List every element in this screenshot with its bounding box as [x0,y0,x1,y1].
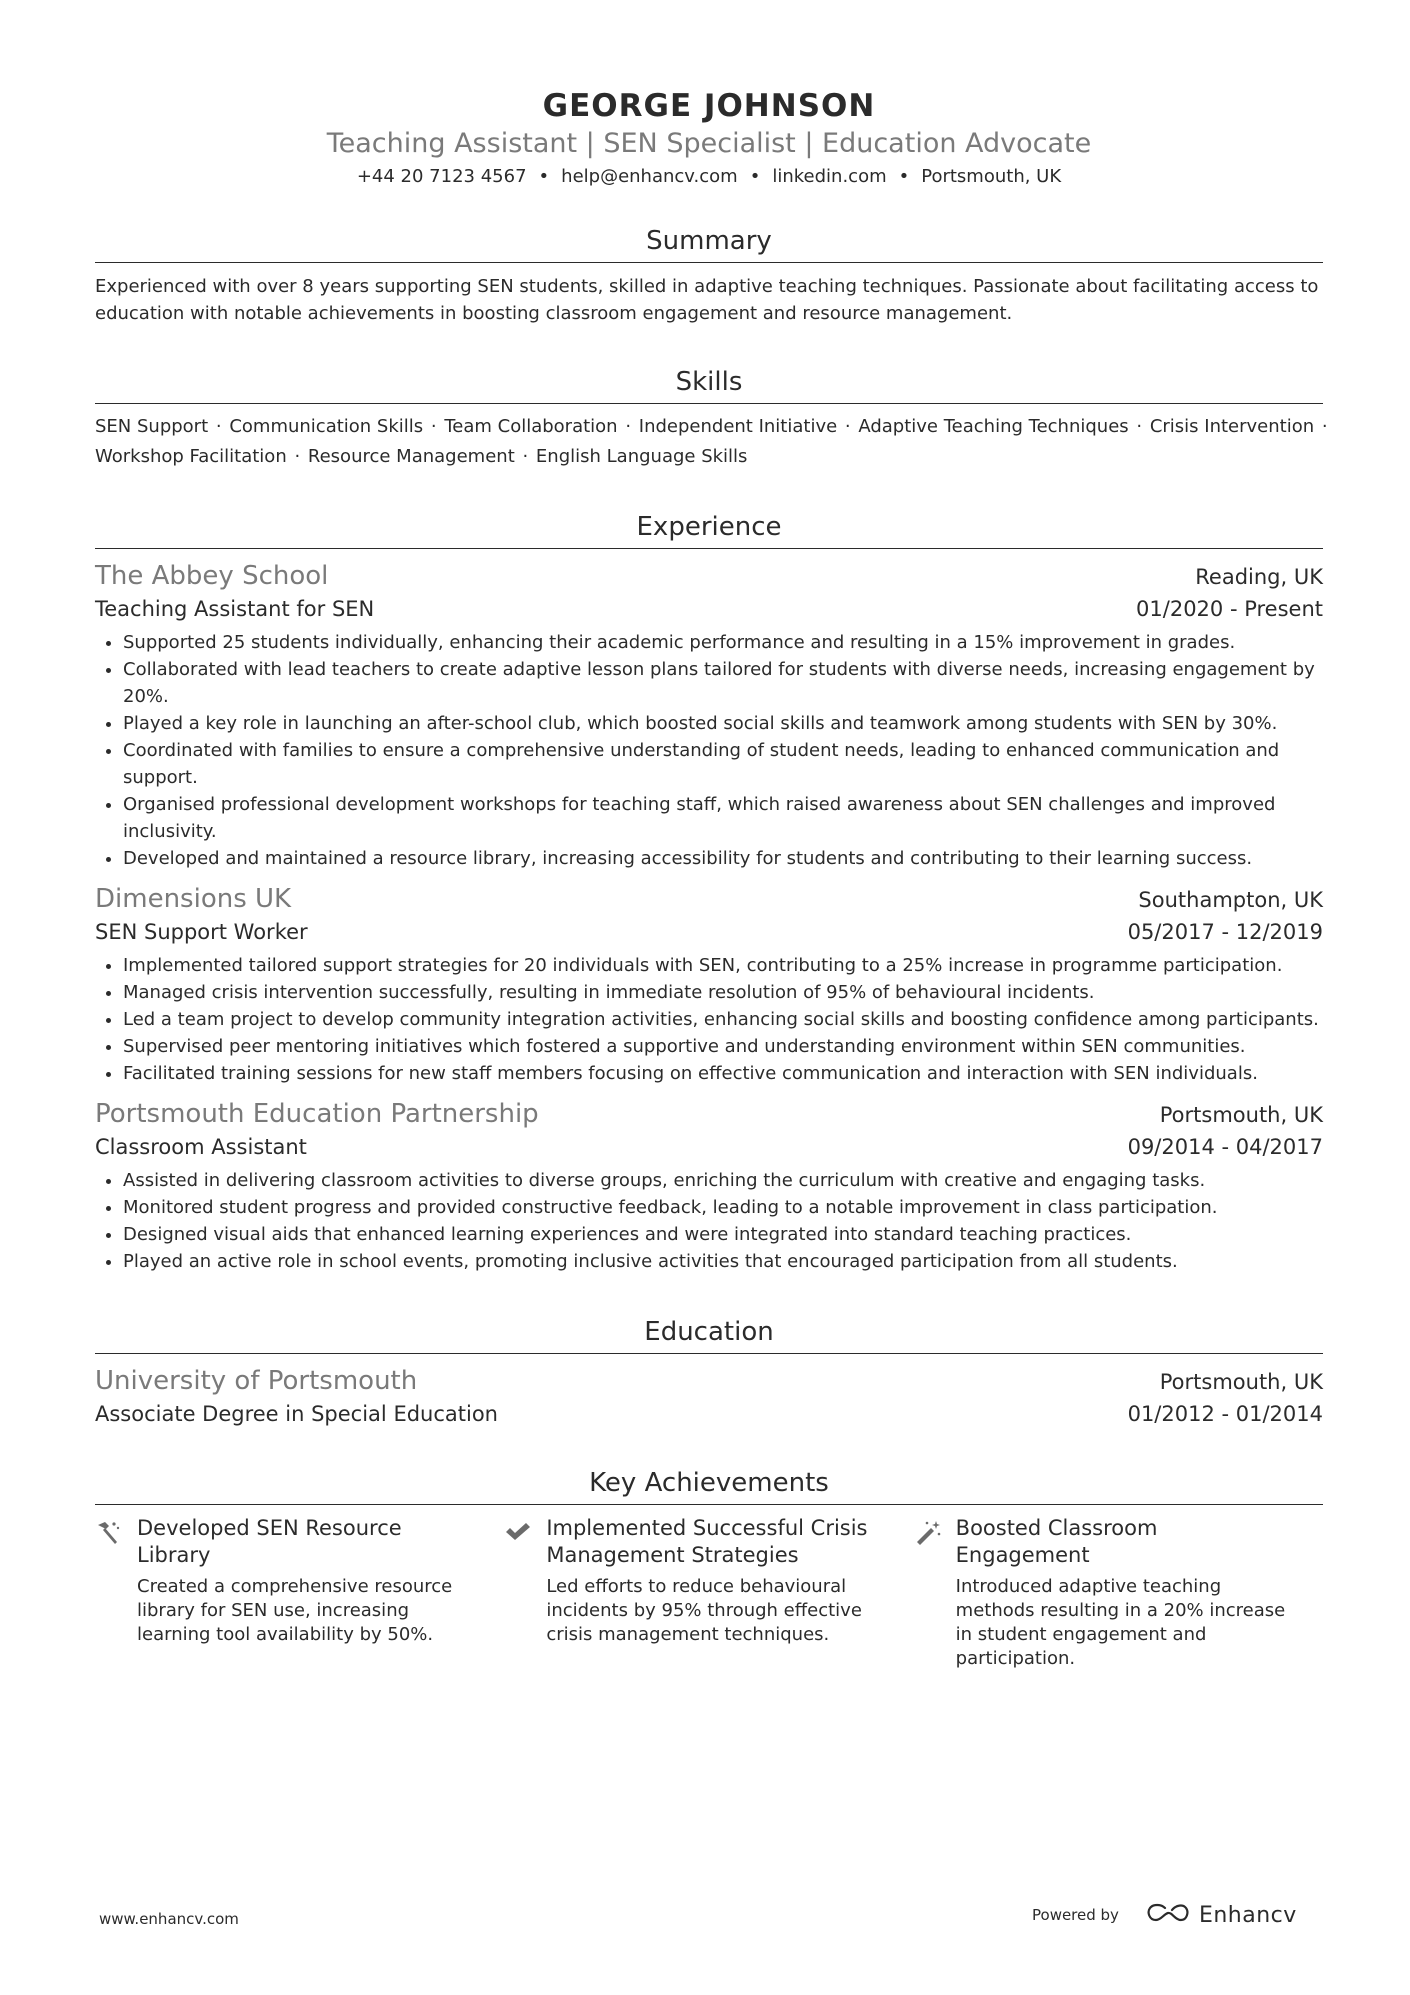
job-dates: 05/2017 - 12/2019 [1127,920,1323,944]
achievement-title: Implemented Successful Crisis Management Strategies [546,1516,868,1567]
skills-section [95,365,1328,472]
section-title-achievements: Key Achievements [95,1466,1323,1505]
education-entry [95,1364,1323,1430]
skill-item: SEN Support [95,416,209,437]
job-bullet: • Managed crisis intervention successfully, resulting in immediate resolution of 95% of behavioural incidents. [123,979,1323,1006]
bullet-separator: • [898,166,910,187]
footer-website[interactable]: www.enhancv.com [99,1910,239,1928]
job-bullet: • Played a key role in launching an after-school club, which boosted social skills and teamwork among students with SEN by 30%. [123,710,1323,737]
achievement-description: Created a comprehensive resource library for SEN use, increasing learning tool availability by 50%. [137,1576,453,1645]
skill-item: Communication Skills [229,416,424,437]
skill-item: Resource Management [307,446,515,467]
job-bullet: • Developed and maintained a resource library, increasing accessibility for students and contributing to their learning success. [123,845,1323,872]
job-bullet: • Organised professional development workshops for teaching staff, which raised awareness about SEN challenges and improved inclusivity. [123,791,1323,845]
experience-section [95,510,1323,1275]
candidate-subtitle: Teaching Assistant | SEN Specialist | Education Advocate [326,128,1092,159]
job-bullet: • Implemented tailored support strategies for 20 individuals with SEN, contributing to a 25% increase in programme participation. [123,952,1323,979]
achievement-title: Boosted Classroom Engagement [955,1516,1158,1567]
job-bullet: • Supervised peer mentoring initiatives which fostered a supportive and understanding environment within SEN communities. [123,1033,1323,1060]
bullet-separator: • [538,166,550,187]
resume-page [95,0,1328,1671]
section-title-experience: Experience [95,510,1323,549]
achievement-item [95,1515,504,1671]
summary-section [95,224,1323,327]
achievement-description: Introduced adaptive teaching methods resulting in a 20% increase in student engagement and participation. [955,1576,1286,1669]
section-title-summary: Summary [95,224,1323,263]
job-entry [95,1097,1323,1275]
company-name: The Abbey School [95,561,329,591]
achievement-title: Developed SEN Resource Library [137,1516,402,1567]
job-role: Classroom Assistant [95,1135,307,1159]
brand-name: Enhancv [1198,1902,1297,1928]
job-entry [95,882,1323,1087]
job-role: Teaching Assistant for SEN [95,597,375,621]
job-dates: 09/2014 - 04/2017 [1127,1135,1323,1159]
education-section [95,1315,1323,1430]
achievements-section [95,1466,1323,1671]
summary-text: Experienced with over 8 years supporting SEN students, skilled in adaptive teaching techniques. Passionate about facilitating access to education with notable achievements in boosting classroom engagement and resource management. [95,276,1319,324]
powered-by-label: Powered by [1032,1906,1119,1924]
company-name: Portsmouth Education Partnership [95,1099,539,1129]
degree-name: Associate Degree in Special Education [95,1402,498,1426]
magic-wand-icon [914,1515,956,1671]
job-bullets [95,1167,1323,1275]
job-entry [95,559,1323,872]
checkmark-icon [504,1515,546,1671]
job-bullet: • Supported 25 students individually, enhancing their academic performance and resulting in a 15% improvement in grades. [123,629,1323,656]
contact-location: Portsmouth, UK [921,166,1062,187]
section-title-skills: Skills [95,365,1323,404]
achievement-item [504,1515,913,1671]
skill-item: Adaptive Teaching Techniques [858,416,1129,437]
achievements-grid [95,1515,1323,1671]
skill-item: Workshop Facilitation [95,446,287,467]
job-location: Reading, UK [1195,565,1323,589]
section-title-education: Education [95,1315,1323,1354]
resume-header [95,0,1323,190]
footer-branding [1032,1902,1297,1928]
job-location: Southampton, UK [1138,888,1323,912]
skills-list: SEN Support · Communication Skills · Team Collaboration · Independent Initiative · Adaptive Teaching Techniques · Crisis Intervention · Workshop Facilitation · Resource Management · English Language Skills [95,416,1328,467]
job-bullet: • Designed visual aids that enhanced learning experiences and were integrated into standard teaching practices. [123,1221,1323,1248]
company-name: Dimensions UK [95,884,292,914]
phone-number: +44 20 7123 4567 [356,166,527,187]
contact-line [95,164,1323,190]
school-location: Portsmouth, UK [1159,1370,1323,1394]
achievement-description: Led efforts to reduce behavioural incidents by 95% through effective crisis management techniques. [546,1576,862,1645]
job-bullet: • Led a team project to develop community integration activities, enhancing social skills and boosting confidence among participants. [123,1006,1323,1033]
job-bullet: • Played an active role in school events, promoting inclusive activities that encouraged participation from all students. [123,1248,1323,1275]
hammer-icon [95,1515,137,1671]
job-dates: 01/2020 - Present [1136,597,1323,621]
job-role: SEN Support Worker [95,920,308,944]
job-bullet: • Facilitated training sessions for new staff members focusing on effective communication and interaction with SEN individuals. [123,1060,1323,1087]
job-bullet: • Coordinated with families to ensure a comprehensive understanding of student needs, leading to enhanced communication and support. [123,737,1323,791]
education-dates: 01/2012 - 01/2014 [1127,1402,1323,1426]
bullet-separator: • [749,166,761,187]
linkedin-link[interactable]: linkedin.com [772,166,887,187]
skill-item: Crisis Intervention [1149,416,1315,437]
candidate-name: GEORGE JOHNSON [542,88,876,124]
job-bullets [95,629,1323,872]
job-bullet: • Monitored student progress and provided constructive feedback, leading to a notable improvement in class participation. [123,1194,1323,1221]
achievement-item [914,1515,1323,1671]
skill-item: Team Collaboration [444,416,618,437]
job-bullets [95,952,1323,1087]
skill-item: Independent Initiative [638,416,838,437]
job-bullet: • Assisted in delivering classroom activities to diverse groups, enriching the curriculum with creative and engaging tasks. [123,1167,1323,1194]
enhancv-logo-icon [1145,1902,1191,1928]
job-location: Portsmouth, UK [1159,1103,1323,1127]
job-bullet: • Collaborated with lead teachers to create adaptive lesson plans tailored for students with diverse needs, increasing engagement by 20%. [123,656,1323,710]
school-name: University of Portsmouth [95,1366,418,1396]
email-link[interactable]: help@enhancv.com [561,166,738,187]
skill-item: English Language Skills [535,446,748,467]
